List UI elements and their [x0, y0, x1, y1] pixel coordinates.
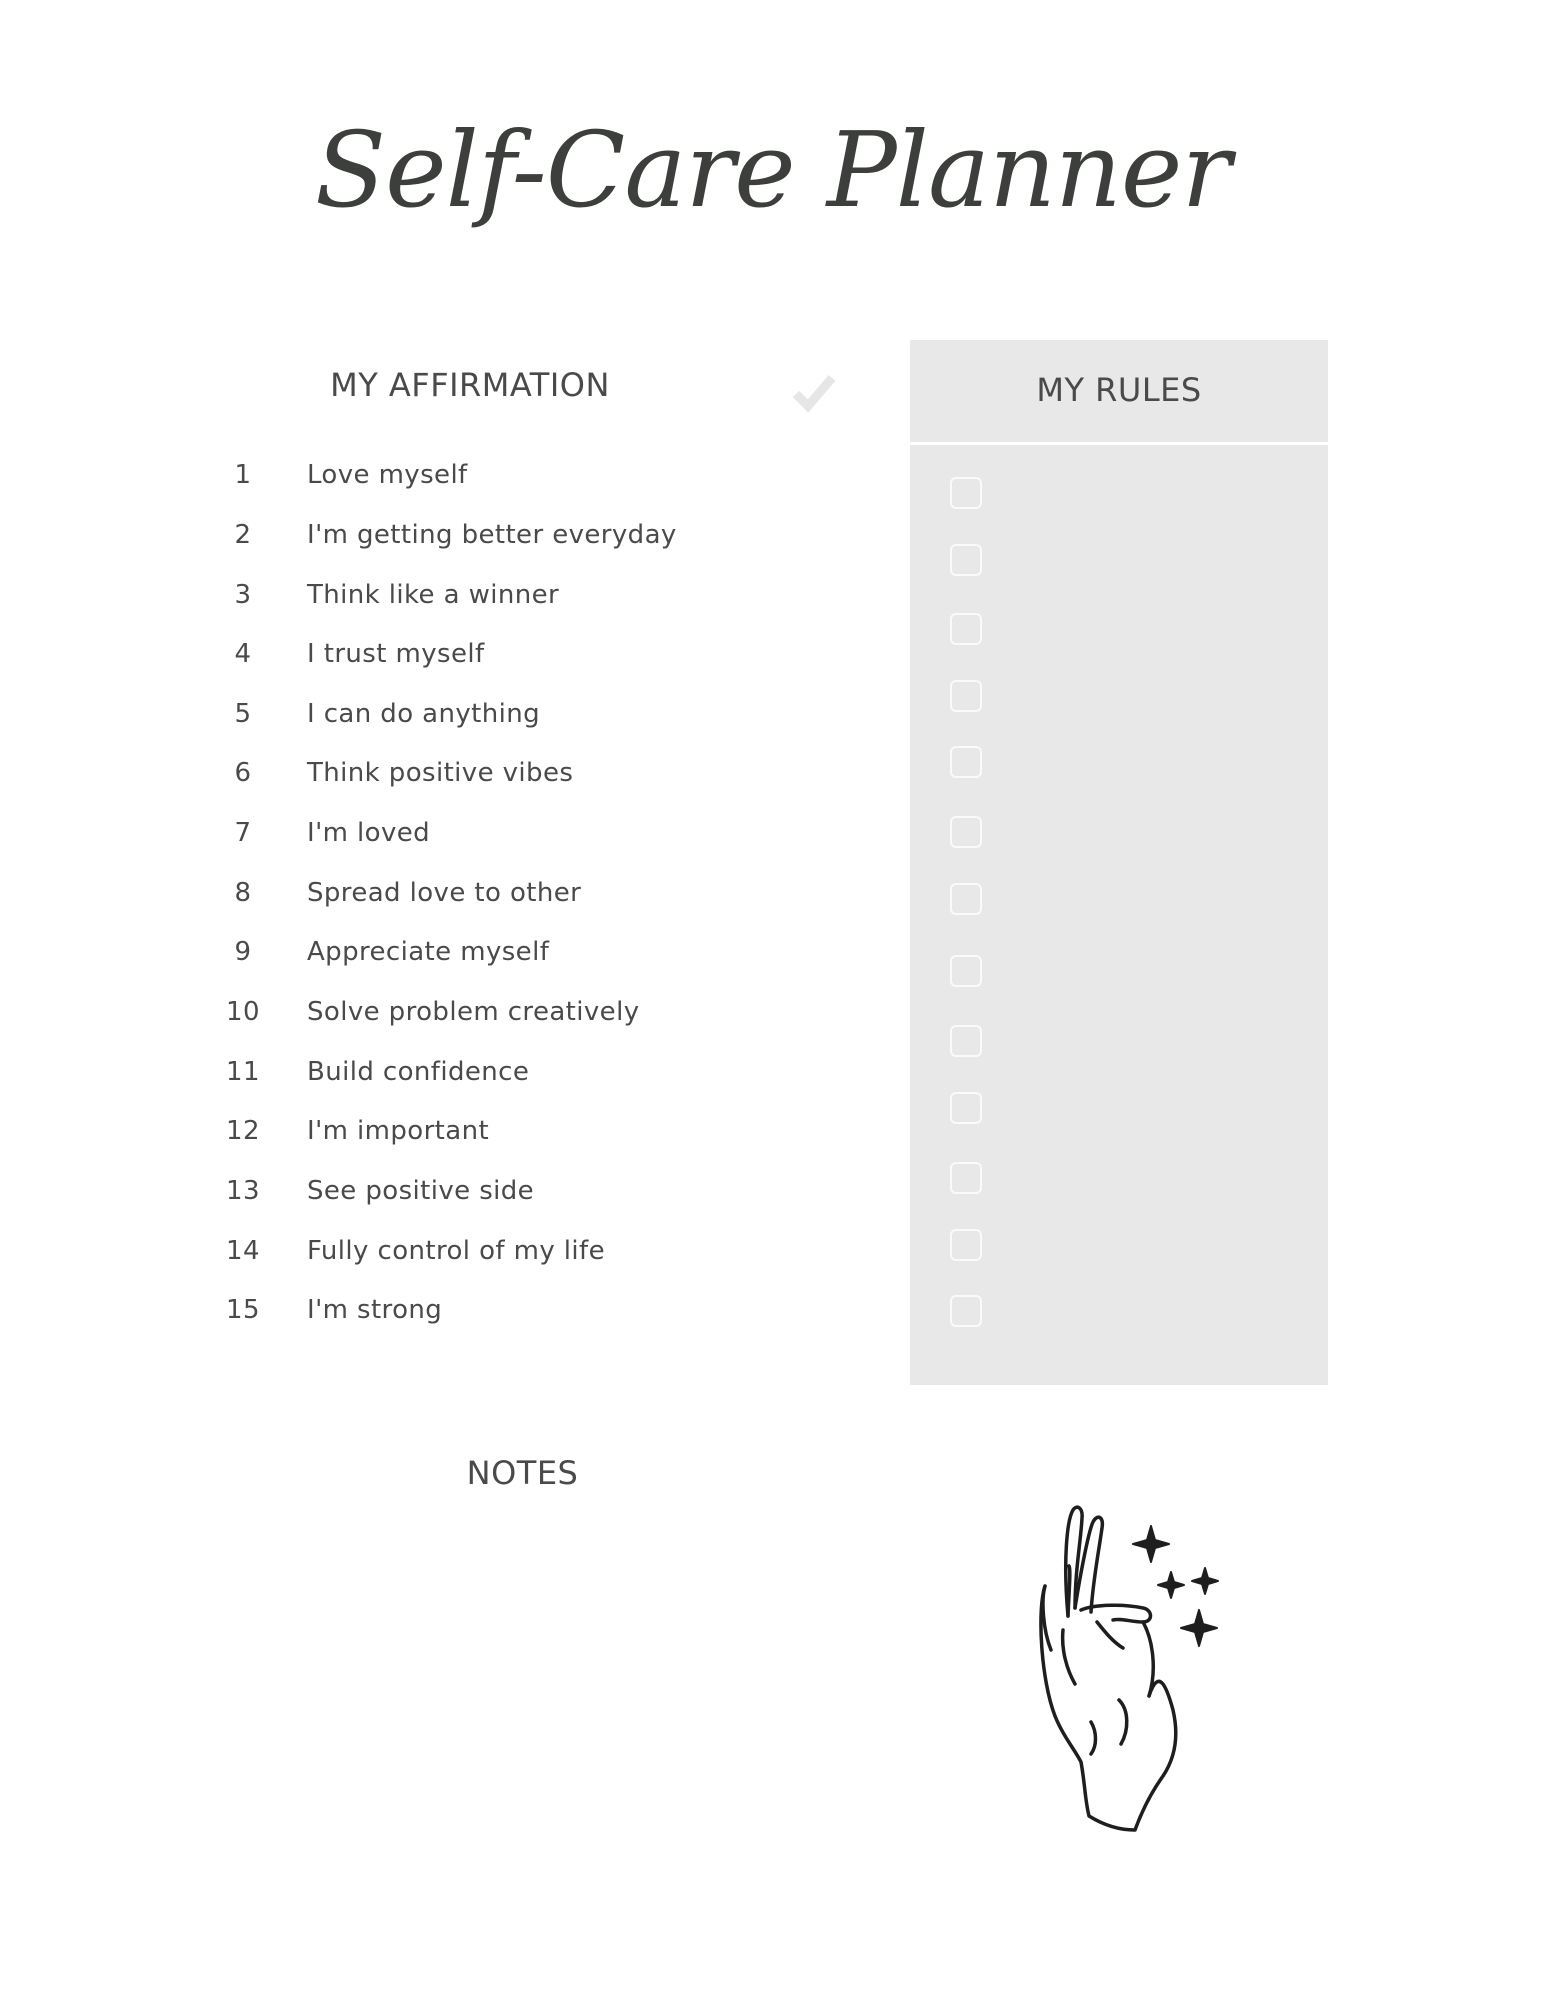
list-item	[200, 992, 639, 1032]
list-item	[200, 694, 540, 734]
list-item	[200, 813, 430, 853]
affirmation-text: I'm getting better everyday	[307, 520, 677, 550]
rule-checkbox[interactable]	[950, 1229, 982, 1261]
affirmation-number: 10	[226, 997, 260, 1027]
affirmation-text: Think like a winner	[307, 580, 560, 610]
list-item	[200, 575, 559, 615]
affirmation-text: Build confidence	[307, 1057, 530, 1087]
list-item	[200, 1231, 605, 1271]
list-item	[200, 1052, 529, 1092]
affirmation-number: 2	[234, 520, 252, 550]
affirmation-number: 8	[234, 878, 252, 908]
rules-heading: MY RULES	[1036, 371, 1202, 409]
rule-checkbox[interactable]	[950, 955, 982, 987]
affirmation-number: 7	[234, 818, 252, 848]
affirmation-number: 3	[234, 580, 252, 610]
affirmation-number: 1	[234, 460, 252, 490]
affirmation-number: 15	[226, 1295, 260, 1325]
affirmation-text: I'm strong	[307, 1295, 443, 1325]
rule-checkbox[interactable]	[950, 1025, 982, 1057]
checkmark-icon	[792, 370, 836, 414]
list-item	[200, 932, 549, 972]
affirmation-number: 14	[226, 1236, 260, 1266]
list-item	[200, 873, 581, 913]
rules-panel	[910, 340, 1328, 1385]
rule-checkbox[interactable]	[950, 613, 982, 645]
rule-checkbox[interactable]	[950, 680, 982, 712]
list-item	[200, 1111, 489, 1151]
affirmation-number: 4	[234, 639, 252, 669]
rule-checkbox[interactable]	[950, 1092, 982, 1124]
affirmation-text: Love myself	[307, 460, 468, 490]
affirmation-text: Appreciate myself	[307, 937, 550, 967]
list-item	[200, 753, 573, 793]
affirmation-text: I trust myself	[307, 639, 485, 669]
rules-divider	[910, 442, 1328, 445]
page-title: Self-Care Planner	[314, 109, 1231, 231]
rule-checkbox[interactable]	[950, 746, 982, 778]
affirmation-heading: MY AFFIRMATION	[330, 366, 610, 404]
list-item	[200, 1290, 442, 1330]
rule-checkbox[interactable]	[950, 883, 982, 915]
affirmation-number: 12	[226, 1116, 260, 1146]
rule-checkbox[interactable]	[950, 544, 982, 576]
affirmation-text: Spread love to other	[307, 878, 582, 908]
affirmation-text: Solve problem creatively	[307, 997, 640, 1027]
affirmation-text: Think positive vibes	[307, 758, 574, 788]
affirmation-text: I can do anything	[307, 699, 541, 729]
affirmation-number: 13	[226, 1176, 260, 1206]
hand-sparkles-icon	[1035, 1500, 1255, 1840]
affirmation-text: Fully control of my life	[307, 1236, 605, 1266]
affirmation-number: 6	[234, 758, 252, 788]
affirmation-number: 9	[234, 937, 252, 967]
rule-checkbox[interactable]	[950, 1295, 982, 1327]
affirmation-number: 11	[226, 1057, 260, 1087]
affirmation-number: 5	[234, 699, 252, 729]
notes-heading: NOTES	[466, 1454, 579, 1492]
rule-checkbox[interactable]	[950, 1162, 982, 1194]
affirmation-text: I'm important	[307, 1116, 490, 1146]
list-item	[200, 515, 677, 555]
affirmation-text: I'm loved	[307, 818, 431, 848]
list-item	[200, 455, 468, 495]
list-item	[200, 1171, 534, 1211]
list-item	[200, 634, 485, 674]
affirmation-text: See positive side	[307, 1176, 535, 1206]
rule-checkbox[interactable]	[950, 477, 982, 509]
rule-checkbox[interactable]	[950, 816, 982, 848]
